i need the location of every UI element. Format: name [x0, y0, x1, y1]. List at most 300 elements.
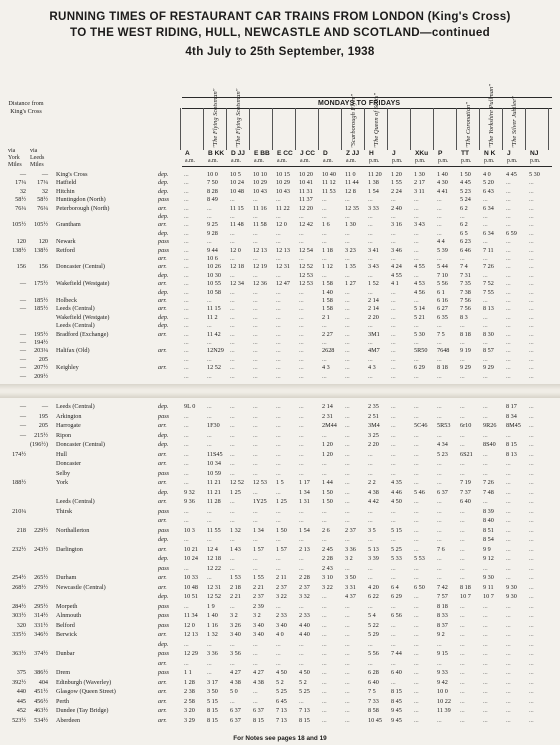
miles-via-york: 156	[16, 263, 26, 271]
station-name: Leeds (Central)	[56, 498, 95, 505]
time-cell: ...	[437, 526, 442, 534]
time-cell: 1 54	[368, 187, 379, 195]
time-cell: 2628	[322, 347, 335, 355]
time-cell: ...	[230, 347, 235, 355]
time-cells	[184, 535, 552, 544]
time-cell: ...	[529, 545, 534, 553]
arr-dep-label: arr.	[158, 517, 167, 524]
time-cell: ...	[506, 612, 511, 619]
time-cell: ...	[230, 288, 235, 296]
time-cell: 2 31	[322, 412, 333, 420]
time-cell: ...	[437, 507, 442, 515]
time-cell: ...	[299, 441, 304, 448]
arr-dep-label: arr.	[158, 450, 167, 458]
arr-dep-label: dep.	[158, 431, 169, 439]
time-cell: ...	[299, 213, 304, 220]
time-cell: ...	[437, 469, 442, 477]
time-cell: ...	[414, 669, 419, 676]
am-pm-label: p.m.	[461, 158, 472, 164]
time-cell: 1 58	[322, 297, 333, 304]
time-cell: ...	[391, 460, 396, 467]
time-cell: ...	[437, 204, 442, 212]
time-cell: 8 3	[460, 313, 468, 321]
time-cell: ...	[529, 716, 534, 724]
time-cell: ...	[368, 355, 373, 363]
time-cell: ...	[483, 339, 488, 346]
time-cell: ...	[253, 441, 258, 448]
time-cell: ...	[207, 322, 212, 330]
time-cell: ...	[276, 431, 281, 439]
time-cell: 5 56	[368, 650, 379, 657]
time-cells	[184, 678, 552, 687]
time-cell: ...	[460, 507, 465, 515]
time-cell: ...	[391, 574, 396, 581]
time-cell: ...	[230, 339, 235, 346]
time-cell: ...	[506, 305, 511, 313]
time-cell: ...	[460, 707, 465, 714]
time-cell: 1 1	[184, 669, 192, 676]
time-cell: ...	[506, 716, 511, 724]
time-cell: 2 28	[299, 574, 310, 581]
am-pm-label: a.m.	[185, 158, 195, 164]
time-cell: 5 33	[391, 555, 402, 562]
time-cell: ...	[276, 403, 281, 410]
time-cell: 8 15	[207, 716, 218, 724]
time-cell: ...	[437, 372, 442, 380]
time-cell: 8 40	[483, 517, 494, 524]
time-cell: ...	[299, 229, 304, 237]
time-cell: ...	[322, 339, 327, 346]
time-cell: ...	[276, 330, 281, 338]
time-cell: ...	[506, 322, 511, 330]
timetable-row	[0, 497, 560, 506]
time-cell: ...	[368, 322, 373, 330]
arr-dep-label: arr.	[158, 460, 167, 467]
time-cell: ...	[276, 460, 281, 467]
time-cell: ...	[253, 229, 258, 237]
time-cell: 1 32	[230, 526, 241, 534]
miles-via-leeds: 314½	[34, 612, 48, 619]
time-cell: ...	[253, 536, 258, 543]
time-cell: ...	[391, 564, 396, 572]
time-cell: ...	[184, 255, 189, 262]
time-cell: ...	[299, 536, 304, 543]
time-cell: ...	[529, 263, 534, 271]
time-cell: 4 0	[276, 631, 284, 638]
time-cell: 3 2	[345, 555, 353, 562]
time-cell: ...	[391, 213, 396, 220]
time-cell: ...	[460, 460, 465, 467]
time-cell: 12 18	[230, 263, 244, 271]
time-cell: 7 26	[483, 263, 494, 271]
time-cell: ...	[322, 322, 327, 330]
miles-via-leeds: 203¼	[34, 347, 48, 355]
time-cell: ...	[253, 196, 258, 204]
time-cell: ...	[529, 246, 534, 254]
time-cell: ...	[299, 330, 304, 338]
time-cell: ...	[253, 640, 258, 648]
time-cells	[184, 526, 552, 535]
time-cell: ...	[276, 450, 281, 458]
time-cell: ...	[368, 536, 373, 543]
time-cell: ...	[529, 498, 534, 505]
time-cell: ...	[483, 678, 488, 686]
time-cell: 1 55	[391, 179, 402, 187]
time-cell: 5 25	[391, 545, 402, 553]
time-cell: ...	[506, 431, 511, 439]
station-name: Harrogate	[56, 422, 81, 429]
time-cell: 8 18	[437, 364, 448, 372]
arr-dep-label: arr.	[158, 583, 167, 591]
time-cell: ...	[345, 322, 350, 330]
time-cell: 1 35	[345, 263, 356, 271]
time-cell: 3 32	[299, 593, 310, 600]
time-cell: 3 40	[230, 631, 241, 638]
miles-via-york: 232½	[12, 545, 26, 553]
time-cell: ...	[299, 431, 304, 439]
station-name: King's Cross	[56, 171, 88, 178]
miles-via-leeds: 32	[41, 187, 48, 195]
time-cell: 3 11	[414, 187, 425, 195]
time-cell: ...	[184, 517, 189, 524]
time-cell: ...	[322, 271, 327, 279]
miles-via-york: —	[19, 372, 26, 380]
arr-dep-label: arr.	[158, 364, 167, 372]
time-cell: 11 31	[299, 187, 313, 195]
time-cell: ...	[345, 688, 350, 695]
time-cell: ...	[391, 364, 396, 372]
train-name: "Scarborough Flyer"	[350, 94, 357, 148]
time-cell: 6 34	[483, 204, 494, 212]
time-cell: 2 28	[322, 555, 333, 562]
miles-via-leeds: 205	[38, 422, 48, 429]
miles-via-leeds: 195	[38, 412, 48, 420]
timetable-row	[0, 697, 560, 706]
miles-via-york: 58½	[15, 196, 26, 204]
time-cell: ...	[460, 403, 465, 410]
time-cell: ...	[184, 536, 189, 543]
miles-via-leeds: 175½	[34, 280, 48, 288]
time-cell: ...	[414, 297, 419, 304]
time-cell: 7 5	[437, 330, 445, 338]
time-cell: 3 16	[391, 221, 402, 229]
time-cell: ...	[529, 536, 534, 543]
time-cell: ...	[368, 372, 373, 380]
timetable-row	[0, 450, 560, 459]
time-cell: 1 50	[322, 488, 333, 496]
time-cell: ...	[506, 678, 511, 686]
time-cell: ...	[529, 697, 534, 705]
time-cell: ...	[322, 631, 327, 638]
time-cell: ...	[345, 372, 350, 380]
time-cell: ...	[253, 238, 258, 246]
title-line-1: RUNNING TIMES OF RESTAURANT CAR TRAINS FROM LONDON (King's Cross)	[49, 10, 511, 23]
time-cell: 12 4	[207, 545, 218, 553]
time-cell: 2 33	[276, 612, 287, 619]
time-cell: ...	[414, 246, 419, 254]
miles-via-york: 218	[16, 526, 26, 534]
time-cell: ...	[391, 305, 396, 313]
time-cell: 10 7	[483, 593, 494, 600]
time-cell: ...	[414, 255, 419, 262]
time-cell: ...	[460, 659, 465, 667]
time-cell: 9 30	[506, 583, 517, 591]
time-cell: ...	[414, 545, 419, 553]
time-cells	[184, 497, 552, 506]
time-cell: 9 29	[460, 364, 471, 372]
time-cell: 2 21	[230, 593, 241, 600]
time-cell: ...	[368, 602, 373, 610]
timetable-row	[0, 573, 560, 582]
time-cell: 3 10	[322, 574, 333, 581]
time-cell: ...	[437, 196, 442, 204]
time-cell: ...	[345, 659, 350, 667]
time-cell: ...	[299, 460, 304, 467]
time-cell: ...	[391, 355, 396, 363]
time-cells	[184, 402, 552, 411]
miles-via-leeds: 185½	[34, 305, 48, 313]
time-cell: ...	[253, 507, 258, 515]
time-cell: ...	[506, 246, 511, 254]
arr-dep-label: pass	[158, 196, 170, 204]
miles-via-leeds: 374½	[34, 650, 48, 657]
time-cell: ...	[253, 488, 258, 496]
miles-via-york: —	[19, 355, 26, 363]
time-cell: 2M44	[322, 422, 337, 429]
train-name: "The Queen of Scots"	[373, 93, 380, 148]
time-cell: ...	[368, 221, 373, 229]
time-cell: ...	[460, 602, 465, 610]
time-cell: ...	[345, 255, 350, 262]
arr-dep-label: dep.	[158, 179, 169, 187]
time-cell: ...	[207, 213, 212, 220]
time-cell: ...	[207, 204, 212, 212]
time-cell: ...	[391, 412, 396, 420]
time-cells	[184, 421, 552, 430]
time-cell: ...	[460, 631, 465, 638]
time-cell: ...	[414, 697, 419, 705]
time-cell: 9 30	[483, 574, 494, 581]
time-cell: 3M4	[368, 422, 380, 429]
time-cell: 10 7	[460, 593, 471, 600]
train-code: TT	[461, 150, 470, 157]
time-cell: ...	[414, 517, 419, 524]
time-cell: ...	[529, 488, 534, 496]
time-cell: 2 14	[368, 305, 379, 313]
time-cell: ...	[230, 697, 235, 705]
miles-via-york: 210¼	[12, 507, 26, 515]
time-cell: ...	[322, 469, 327, 477]
column-rule	[249, 108, 250, 150]
arr-dep-label: arr.	[158, 297, 167, 304]
time-cell: ...	[345, 507, 350, 515]
time-cell: 3 20	[184, 707, 195, 714]
time-cell: ...	[483, 412, 488, 420]
time-cell: ...	[230, 564, 235, 572]
time-cell: 10 6	[207, 255, 218, 262]
time-cell: ...	[368, 574, 373, 581]
time-cell: 11 22	[276, 204, 290, 212]
time-cell: 10 20	[299, 171, 313, 178]
time-cell: ...	[437, 431, 442, 439]
time-cell: 4 3	[322, 364, 330, 372]
time-cell: ...	[230, 313, 235, 321]
station-name: Bradford (Exchange)	[56, 330, 109, 338]
time-cell: ...	[322, 669, 327, 676]
time-cell: ...	[506, 204, 511, 212]
time-cell: ...	[345, 213, 350, 220]
time-cell: 3M1	[368, 330, 380, 338]
am-pm-label: p.m.	[415, 158, 426, 164]
time-cell: 3 41	[368, 246, 379, 254]
time-cell: ...	[184, 179, 189, 187]
time-cell: 2 6	[322, 526, 330, 534]
time-cell: 10 5	[230, 171, 241, 178]
time-cell: ...	[207, 640, 212, 648]
time-cell: ...	[483, 450, 488, 458]
time-cell: ...	[345, 339, 350, 346]
time-cell: 1 34	[299, 488, 310, 496]
time-cell: ...	[322, 372, 327, 380]
miles-via-york: —	[19, 330, 26, 338]
time-cell: ...	[460, 650, 465, 657]
time-cell: 1 16	[207, 621, 218, 629]
time-cell: 11 21	[207, 488, 221, 496]
time-cell: ...	[506, 479, 511, 486]
time-cell: ...	[506, 469, 511, 477]
distance-label: Distance from King's Cross	[8, 100, 44, 115]
time-cell: ...	[184, 507, 189, 515]
header-rule-3	[182, 166, 552, 167]
arr-dep-label: dep.	[158, 488, 169, 496]
time-cell: 1 58	[322, 280, 333, 288]
train-code: A	[185, 150, 190, 157]
time-cell: ...	[529, 526, 534, 534]
train-code: N K	[484, 150, 496, 157]
time-cell: ...	[483, 221, 488, 229]
time-cell: ...	[391, 403, 396, 410]
time-cell: 10 43	[276, 187, 290, 195]
time-cell: ...	[529, 564, 534, 572]
time-cell: 2 2	[368, 479, 376, 486]
time-cell: ...	[230, 297, 235, 304]
time-cell: 1 55	[253, 574, 264, 581]
time-cell: 11 12	[322, 179, 336, 187]
time-cell: ...	[414, 339, 419, 346]
time-cell: 10 10	[253, 171, 267, 178]
time-cell: ...	[276, 422, 281, 429]
time-cell: ...	[391, 469, 396, 477]
miles-via-leeds: 17¼	[37, 179, 48, 187]
time-cell: ...	[391, 450, 396, 458]
time-cell: ...	[253, 297, 258, 304]
time-cell: 8 54	[483, 536, 494, 543]
arr-dep-label: arr.	[158, 716, 167, 724]
time-cell: ...	[276, 507, 281, 515]
time-cell: 7 31	[460, 271, 471, 279]
time-cell: 1 44	[322, 479, 333, 486]
time-cell: 6 40	[460, 498, 471, 505]
time-cell: 1 43	[230, 545, 241, 553]
time-cell: 6 35	[437, 313, 448, 321]
time-cell: 5 0	[230, 688, 238, 695]
time-cell: 8 34	[506, 412, 517, 420]
time-cell: 10 0	[437, 688, 448, 695]
time-cell: ...	[529, 196, 534, 204]
arr-dep-label: arr.	[158, 330, 167, 338]
time-cell: ...	[230, 450, 235, 458]
time-cell: ...	[529, 403, 534, 410]
time-cell: ...	[345, 650, 350, 657]
arr-dep-label: arr.	[158, 422, 167, 429]
miles-via-leeds: 295½	[34, 602, 48, 610]
time-cell: 1 50	[460, 171, 471, 178]
time-cell: 1 57	[253, 545, 264, 553]
time-cell: 4 55	[414, 263, 425, 271]
station-name: Northallerton	[56, 526, 90, 534]
time-cell: 10 22	[437, 697, 451, 705]
miles-via-leeds: 138½	[34, 246, 48, 254]
time-cell: ...	[529, 255, 534, 262]
time-cell: 9R26	[483, 422, 497, 429]
station-name: Huntingdon (North)	[56, 196, 106, 204]
time-cell: ...	[437, 716, 442, 724]
arr-dep-label: arr.	[158, 204, 167, 212]
time-cell: 9 11	[483, 583, 494, 591]
arr-dep-label: arr.	[158, 659, 167, 667]
time-cell: 7 56	[460, 305, 471, 313]
miles-via-york: 363½	[12, 650, 26, 657]
time-cell: 12 42	[299, 221, 313, 229]
time-cell: 3 40	[253, 621, 264, 629]
time-cell: ...	[184, 238, 189, 246]
timetable-row	[0, 668, 560, 677]
time-cell: 6 4	[391, 583, 399, 591]
time-cell: 12 34	[230, 280, 244, 288]
time-cell: ...	[345, 716, 350, 724]
time-cell: ...	[345, 697, 350, 705]
time-cell: ...	[529, 330, 534, 338]
time-cell: ...	[253, 305, 258, 313]
time-cell: ...	[322, 536, 327, 543]
time-cell: ...	[529, 640, 534, 648]
days-subheading: MONDAYS TO FRIDAYS	[318, 100, 401, 107]
time-cell: ...	[184, 246, 189, 254]
time-cell: ...	[483, 707, 488, 714]
timetable-row	[0, 440, 560, 449]
time-cell: ...	[322, 697, 327, 705]
time-cell: ...	[230, 355, 235, 363]
time-cell: ...	[184, 659, 189, 667]
time-cell: 2 20	[368, 313, 379, 321]
miles-via-leeds: 195½	[34, 330, 48, 338]
time-cell: 9 45	[391, 716, 402, 724]
arr-dep-label: dep.	[158, 593, 169, 600]
miles-via-york: 32	[19, 187, 26, 195]
miles-via-york: 452	[16, 707, 26, 714]
time-cell: ...	[184, 280, 189, 288]
time-cell: ...	[506, 669, 511, 676]
time-cell: 7 56	[460, 297, 471, 304]
station-name: Alnmouth	[56, 612, 82, 619]
time-cell: ...	[207, 441, 212, 448]
time-cells	[184, 372, 552, 381]
time-cell: ...	[529, 479, 534, 486]
time-cell: ...	[184, 204, 189, 212]
miles-via-leeds: 58½	[37, 196, 48, 204]
time-cell: ...	[184, 229, 189, 237]
time-cell: 2 13	[299, 545, 310, 553]
